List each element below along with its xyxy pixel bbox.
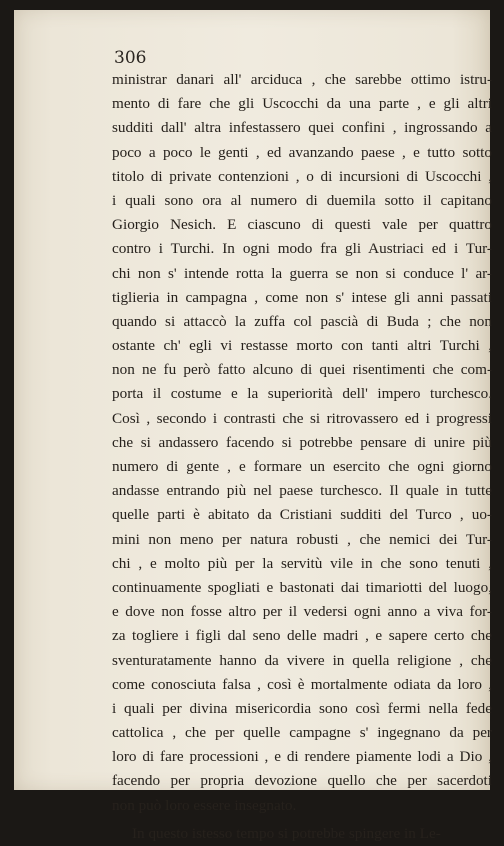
text-line: non ne fu però fatto alcuno di quei risentimenti che com- [112,361,492,379]
paragraph-1 [112,68,492,818]
text-line: Così , secondo i contrasti che si ritrovassero ed i progressi [112,409,492,427]
text-line: quelle parti è abitato da Cristiani sudditi del Turco , uo- [112,506,492,524]
text-line: porta il costume e la superiorità dell' impero turchesco. [112,385,492,403]
text-line: za togliere i figli dal seno delle madri , e sapere certo che [112,627,492,645]
text-line: andasse entrando più nel paese turchesco. Il quale in tutte [112,482,492,500]
text-line: loro di fare processioni , e di rendere piamente lodi a Dio , [112,748,492,766]
text-line: non può loro essere insegnato. [112,796,297,814]
text-line: cattolica , che per quelle campagne s' ingegnano da per [112,724,492,742]
text-line: contro i Turchi. In ogni modo fra gli Austriaci ed i Tur- [112,240,492,258]
text-line: Giorgio Nesich. E ciascuno di questi vale per quattro [112,216,492,234]
text-line: In questo istesso tempo si potrebbe spingere in Le- [132,824,441,842]
text-line: e dove non fosse altro per il vedersi ogni anno a viva for- [112,603,492,621]
text-line: sudditi dall' altra infestassero quei confini , ingrossando a [112,119,492,137]
text-line: numero di gente , e formare un esercito che ogni giorno [112,458,492,475]
text-line: ostante ch' egli vi restasse morto con tanti altri Turchi , [112,337,492,355]
text-line: quando si attaccò la zuffa col pascià di Buda ; che non [112,312,492,330]
paragraph-2 [112,822,492,846]
text-line: poco a poco le genti , ed avanzando paese , e tutto sotto [112,143,492,161]
text-line: mini non meno per natura robusti , che nemici dei Tur- [112,530,492,548]
text-line: ministrar danari all' arciduca , che sarebbe ottimo istru- [112,71,492,88]
book-page [14,10,492,842]
text-line: titolo di private contenzioni , o di incursioni di Uscocchi , [112,167,492,185]
page-number: 306 [114,48,147,68]
text-line: chi , e molto più per la servitù vile in che sono tenuti , [112,554,492,572]
body-text [112,68,492,846]
text-line: chi non s' intende rotta la guerra se non si conduce l' ar- [112,264,492,282]
text-line: continuamente spogliati e bastonati dai timariotti del luogo, [112,578,492,596]
text-line: come conosciuta falsa , così è mortalmente odiata da loro , [112,675,492,693]
text-line: sventuratamente hanno da vivere in quella religione , che [112,651,492,669]
text-line: i quali sono ora al numero di duemila sotto il capitano [112,191,492,209]
text-line: mento di fare che gli Uscocchi da una parte , e gli altri [112,95,492,113]
text-line: facendo per propria devozione quello che per sacerdoti [112,772,492,790]
text-line: i quali per divina misericordia sono così fermi nella fede [112,699,492,717]
text-line: tiglieria in campagna , come non s' intese gli anni passati [112,288,492,306]
text-line: che si andassero facendo si potrebbe pensare di unire più [112,433,492,451]
